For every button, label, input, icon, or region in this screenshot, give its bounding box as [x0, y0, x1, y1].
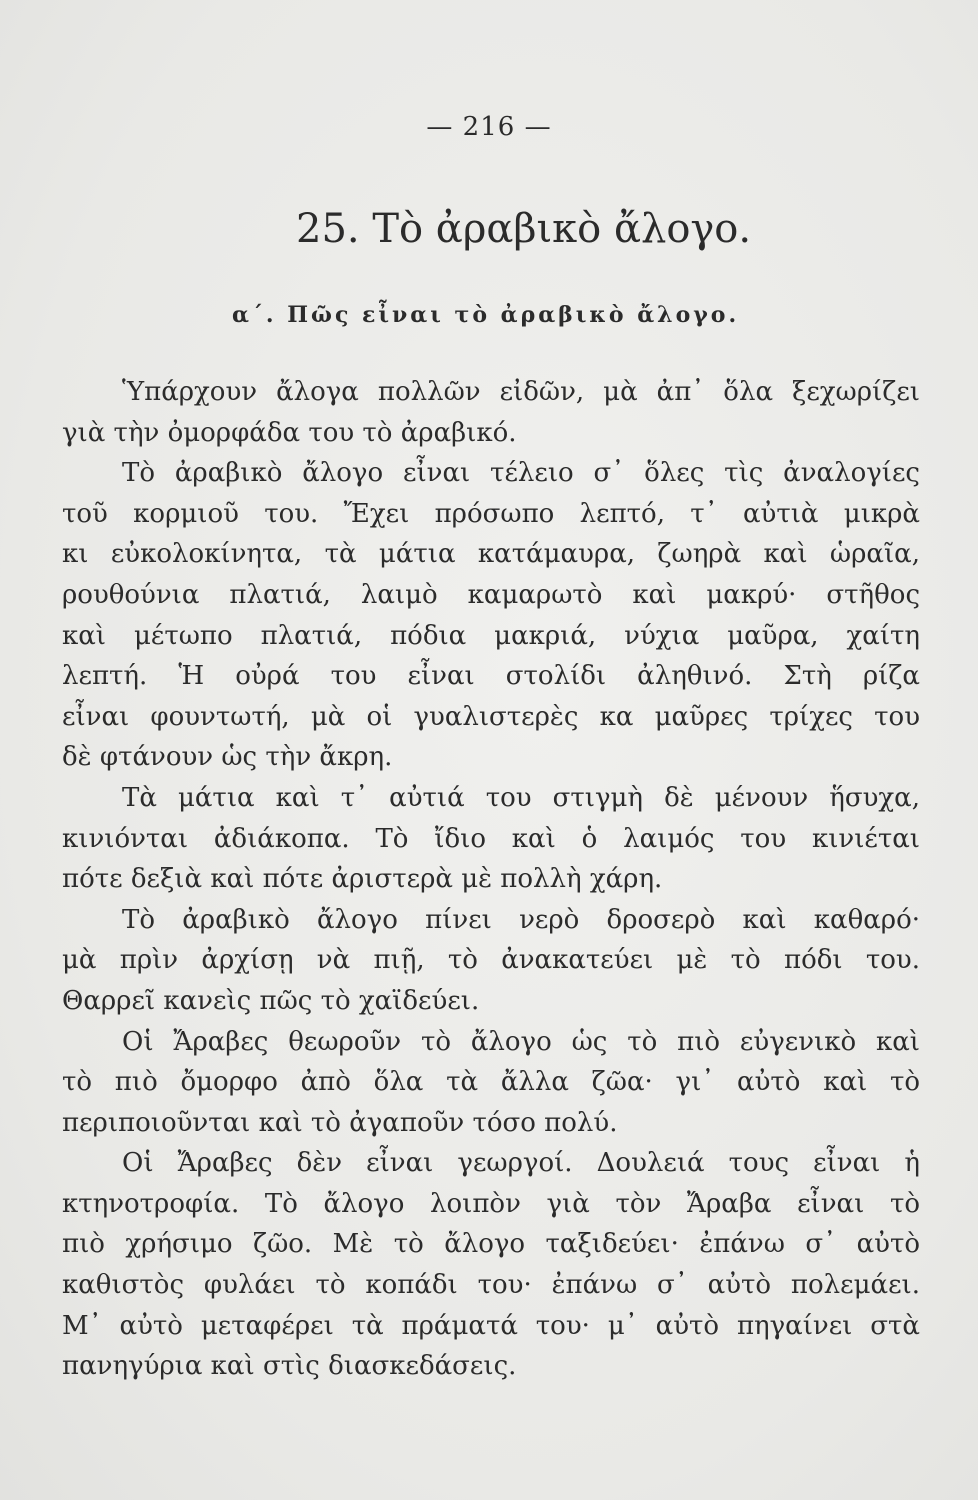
text-line: κινιόνται ἀδιάκοπα. Τὸ ἴδιο καὶ ὁ λαιμός του κινιέται — [62, 823, 920, 854]
paragraph — [62, 778, 920, 900]
paragraph — [62, 1022, 920, 1144]
text-line: Ὑπάρχουν ἄλογα πολλῶν εἰδῶν, μὰ ἀπ᾿ ὅλα ξεχωρίζει — [122, 377, 920, 407]
section-title: α΄. Πῶς εἶναι τὸ ἀραβικὸ ἄλογο. — [232, 302, 740, 328]
text-line: τοῦ κορμιοῦ του. Ἔχει πρόσωπο λεπτό, τ᾿ αὐτιὰ μικρὰ — [62, 498, 920, 529]
text-line: περιποιοῦνται καὶ τὸ ἀγαποῦν τόσο πολύ. — [62, 1107, 618, 1138]
text-line: Οἱ Ἄραβες θεωροῦν τὸ ἄλογο ὡς τὸ πιὸ εὐγενικὸ καὶ — [122, 1026, 920, 1057]
paragraph — [62, 900, 920, 1022]
text-line: λεπτή. Ἡ οὐρά του εἶναι στολίδι ἀληθινό. Στὴ ρίζα — [62, 661, 920, 692]
body-text — [62, 372, 920, 1387]
text-line: μὰ πρὶν ἀρχίσῃ νὰ πιῇ, τὸ ἀνακατεύει μὲ τὸ πόδι του. — [62, 945, 920, 976]
text-line: πότε δεξιὰ καὶ πότε ἀριστερὰ μὲ πολλὴ χάρη. — [62, 864, 663, 895]
text-line: δὲ φτάνουν ὡς τὴν ἄκρη. — [62, 742, 393, 773]
text-line: πανηγύρια καὶ στὶς διασκεδάσεις. — [62, 1351, 517, 1382]
text-line: καθιστὸς φυλάει τὸ κοπάδι του· ἐπάνω σ᾿ αὐτὸ πολεμάει. — [62, 1270, 920, 1301]
text-line: Οἱ Ἄραβες δὲν εἶναι γεωργοί. Δουλειά τους εἶναι ἡ — [122, 1148, 920, 1179]
text-line: κτηνοτροφία. Τὸ ἄλογο λοιπὸν γιὰ τὸν Ἄραβα εἶναι τὸ — [62, 1188, 920, 1219]
paragraph — [62, 372, 920, 453]
text-line: εἶναι φουντωτή, μὰ οἱ γυαλιστερὲς κα μαῦρες τρίχες του — [62, 701, 920, 732]
text-line: καὶ μέτωπο πλατιά, πόδια μακριά, νύχια μαῦρα, χαίτη — [62, 620, 920, 651]
text-line: Τὸ ἀραβικὸ ἄλογο εἶναι τέλειο σ᾿ ὅλες τὶς ἀναλογίες — [122, 458, 920, 489]
text-line: κι εὐκολοκίνητα, τὰ μάτια κατάμαυρα, ζωηρὰ καὶ ὡραῖα, — [62, 539, 920, 570]
text-line: πιὸ χρήσιμο ζῶο. Μὲ τὸ ἄλογο ταξιδεύει· ἐπάνω σ᾿ αὐτὸ — [62, 1229, 920, 1260]
text-line: τὸ πιὸ ὄμορφο ἀπὸ ὅλα τὰ ἄλλα ζῶα· γι᾿ αὐτὸ καὶ τὸ — [62, 1067, 920, 1098]
text-line: Μ᾿ αὐτὸ μεταφέρει τὰ πράματά του· μ᾿ αὐτὸ πηγαίνει στὰ — [62, 1310, 920, 1341]
text-line: Τὰ μάτια καὶ τ᾿ αὐτιά του στιγμὴ δὲ μένουν ἥσυχα, — [122, 782, 920, 813]
text-line: γιὰ τὴν ὀμορφάδα του τὸ ἀραβικό. — [62, 417, 517, 448]
page-number: — 216 — — [426, 112, 552, 142]
paragraph — [62, 1143, 920, 1387]
paragraph — [62, 453, 920, 778]
text-line: Θαρρεῖ κανεὶς πῶς τὸ χαϊδεύει. — [62, 985, 480, 1016]
chapter-title: 25. Τὸ ἀραβικὸ ἄλογο. — [296, 206, 752, 252]
text-line: ρουθούνια πλατιά, λαιμὸ καμαρωτὸ καὶ μακρύ· στῆθος — [62, 579, 920, 610]
text-line: Τὸ ἀραβικὸ ἄλογο πίνει νερὸ δροσερὸ καὶ καθαρό· — [122, 904, 920, 935]
